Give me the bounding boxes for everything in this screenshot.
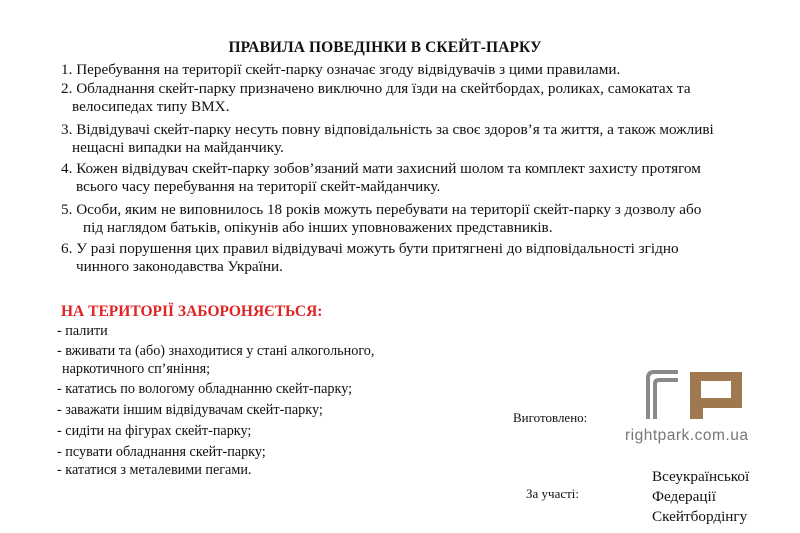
rule-3 [61,121,714,157]
participation-label: За участі: [526,486,580,501]
rule-line: нещасні випадки на майданчику. [72,139,284,156]
rule-line: 3. Відвідувачі скейт-парку несуть повну відповідальність за своє здоров’я та життя, а також можливі [61,121,714,138]
forbidden-item: наркотичного сп’яніння; [62,361,211,377]
made-by-label: Виготовлено: [513,410,588,425]
rule-line: 4. Кожен відвідувач скейт-парку зобов’язаний мати захисний шолом та комплект захисту протягом [61,160,701,177]
rule-2 [61,80,691,116]
rule-line: чинного законодавства України. [76,258,283,275]
federation-line: Скейтбордінгу [652,508,748,525]
rule-line: 1. Перебування на території скейт-парку означає згоду відвідувачів з цими правилами. [61,61,621,78]
rule-line: під наглядом батьків, опікунів або інших уповноважених представників. [83,219,553,236]
site-url: rightpark.com.ua [625,427,749,444]
forbidden-item: - палити [57,323,108,339]
federation-line: Федерації [652,488,716,505]
rule-line: всього часу перебування на території скейт-майданчику. [76,178,441,195]
rule-4 [61,160,701,196]
forbidden-item: - заважати іншим відвідувачам скейт-парку; [57,402,323,418]
forbidden-item: - кататися з металевими пегами. [57,462,252,478]
rule-line: 6. У разі порушення цих правил відвідувачі можуть бути притягнені до відповідальності згідно [61,240,679,257]
rule-5 [61,201,701,237]
rule-line: 2. Обладнання скейт-парку призначено виключно для їзди на скейтбордах, роликах, самокатах та [61,80,691,97]
federation-name [652,467,749,527]
rule-1 [61,61,620,79]
forbidden-item: - вживати та (або) знаходитися у стані алкогольного, [57,343,375,359]
rule-6 [61,240,679,276]
page-title: ПРАВИЛА ПОВЕДІНКИ В СКЕЙТ-ПАРКУ [228,39,542,56]
rightpark-logo [646,369,750,421]
rule-line: 5. Особи, яким не виповнилось 18 років можуть перебувати на території скейт-парку з дозволу або [61,201,702,218]
forbidden-item: - псувати обладнання скейт-парку; [57,444,266,460]
federation-line: Всеукраїнської [652,468,750,485]
forbidden-item: - кататись по вологому обладнанню скейт-парку; [57,381,353,397]
forbidden-title: НА ТЕРИТОРІЇ ЗАБОРОНЯЄТЬСЯ: [61,303,323,320]
forbidden-item: - сидіти на фігурах скейт-парку; [57,423,252,439]
rule-line: велосипедах типу BMX. [72,98,230,115]
